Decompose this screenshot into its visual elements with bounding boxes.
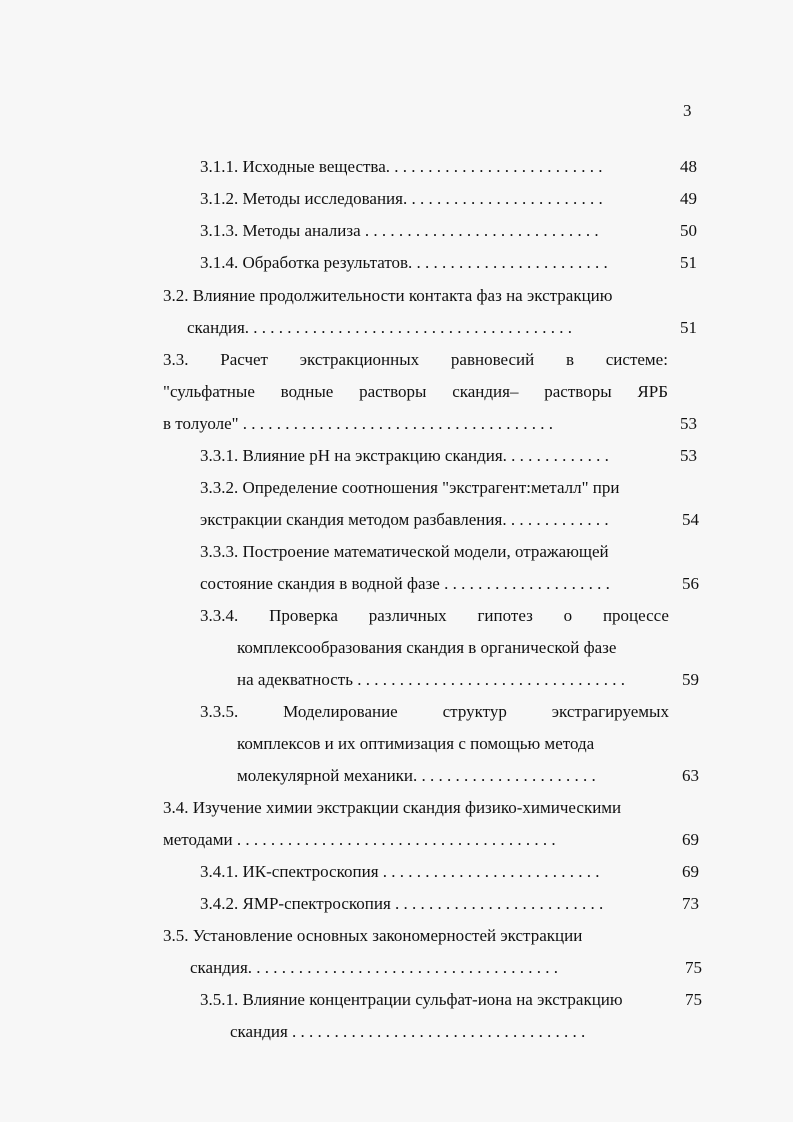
toc-page-ref: 51	[680, 318, 697, 337]
toc-page-ref: 69	[682, 862, 699, 881]
toc-line: 3.4. Изучение химии экстракции скандия физико-химическими	[163, 798, 622, 817]
toc-line	[163, 350, 668, 370]
toc-word: экстрагируемых	[551, 702, 669, 721]
toc-page-ref: 56	[682, 574, 699, 593]
toc-word: 3.3.4.	[200, 606, 239, 625]
toc-page-ref: 75	[685, 958, 702, 977]
toc-line: комплексов и их оптимизация с помощью метода	[237, 734, 595, 753]
toc-word: Расчет	[220, 350, 268, 369]
toc-page-ref: 51	[680, 253, 697, 272]
toc-line: методами . . . . . . . . . . . . . . . . . . . . . . . . . . . . . . . . . . . . . .	[163, 830, 556, 849]
toc-page-ref: 54	[682, 510, 699, 529]
toc-line: 3.1.4. Обработка результатов. . . . . . . . . . . . . . . . . . . . . . . .	[200, 253, 608, 272]
toc-word: о	[563, 606, 573, 625]
toc-page-ref: 63	[682, 766, 699, 785]
toc-page-ref: 73	[682, 894, 699, 913]
toc-line: скандия. . . . . . . . . . . . . . . . . . . . . . . . . . . . . . . . . . . . .	[190, 958, 559, 977]
toc-line: 3.3.2. Определение соотношения "экстрагент:металл" при	[200, 478, 620, 497]
toc-page-ref: 50	[680, 221, 697, 240]
toc-word: процессе	[602, 606, 669, 625]
toc-line: скандия . . . . . . . . . . . . . . . . . . . . . . . . . . . . . . . . . . .	[230, 1022, 586, 1041]
toc-line: комплексообразования скандия в органической фазе	[237, 638, 617, 657]
toc-word: водные	[280, 382, 334, 401]
toc-word: экстракционных	[299, 350, 420, 369]
toc-line: 3.3.1. Влияние pH на экстракцию скандия. . . . . . . . . . . . .	[200, 446, 609, 465]
toc-line: 3.3.3. Построение математической модели, отражающей	[200, 542, 609, 561]
toc-line: экстракции скандия методом разбавления. . . . . . . . . . . . .	[200, 510, 609, 529]
toc-line	[200, 702, 669, 722]
toc-word: равновесий	[450, 350, 535, 369]
toc-word: Проверка	[269, 606, 338, 625]
toc-line: в толуоле" . . . . . . . . . . . . . . . . . . . . . . . . . . . . . . . . . . . . .	[163, 414, 554, 433]
toc-page-ref: 75	[685, 990, 702, 1009]
toc-page-ref: 48	[680, 157, 697, 176]
toc-line: скандия. . . . . . . . . . . . . . . . . . . . . . . . . . . . . . . . . . . . . . .	[187, 318, 573, 337]
toc-word: структур	[442, 702, 507, 721]
toc-line: состояние скандия в водной фазе . . . . . . . . . . . . . . . . . . . .	[200, 574, 610, 593]
toc-word: в	[565, 350, 575, 369]
toc-line	[163, 382, 668, 402]
toc-line: 3.4.2. ЯМР-спектроскопия . . . . . . . . . . . . . . . . . . . . . . . . .	[200, 894, 604, 913]
toc-line: 3.2. Влияние продолжительности контакта фаз на экстракцию	[163, 286, 613, 305]
toc-line: на адекватность . . . . . . . . . . . . . . . . . . . . . . . . . . . . . . . .	[237, 670, 625, 689]
toc-word: растворы	[544, 382, 612, 401]
toc-word: скандия–	[452, 382, 519, 401]
toc-page-ref: 53	[680, 414, 697, 433]
toc-word: гипотез	[477, 606, 533, 625]
toc-line: 3.5. Установление основных закономерностей экстракции	[163, 926, 583, 945]
toc-word: растворы	[359, 382, 427, 401]
toc-line: 3.4.1. ИК-спектроскопия . . . . . . . . . . . . . . . . . . . . . . . . . .	[200, 862, 600, 881]
page-number: 3	[683, 101, 692, 120]
toc-word: "сульфатные	[163, 382, 255, 401]
toc-page-ref: 59	[682, 670, 699, 689]
toc-word: 3.3.	[163, 350, 189, 369]
toc-page-ref: 53	[680, 446, 697, 465]
toc-line	[200, 606, 669, 626]
toc-line: 3.1.1. Исходные вещества. . . . . . . . . . . . . . . . . . . . . . . . . .	[200, 157, 603, 176]
toc-word: ЯРБ	[637, 382, 668, 401]
toc-word: различных	[368, 606, 447, 625]
toc-line: молекулярной механики. . . . . . . . . . . . . . . . . . . . . .	[237, 766, 596, 785]
toc-page-ref: 49	[680, 189, 697, 208]
toc-word: 3.3.5.	[200, 702, 239, 721]
toc-word: системе:	[605, 350, 668, 369]
toc-line: 3.1.2. Методы исследования. . . . . . . . . . . . . . . . . . . . . . . .	[200, 189, 603, 208]
toc-word: Моделирование	[283, 702, 398, 721]
toc-line: 3.5.1. Влияние концентрации сульфат-иона на экстракцию	[200, 990, 623, 1009]
toc-line: 3.1.3. Методы анализа . . . . . . . . . . . . . . . . . . . . . . . . . . . .	[200, 221, 599, 240]
toc-page-ref: 69	[682, 830, 699, 849]
